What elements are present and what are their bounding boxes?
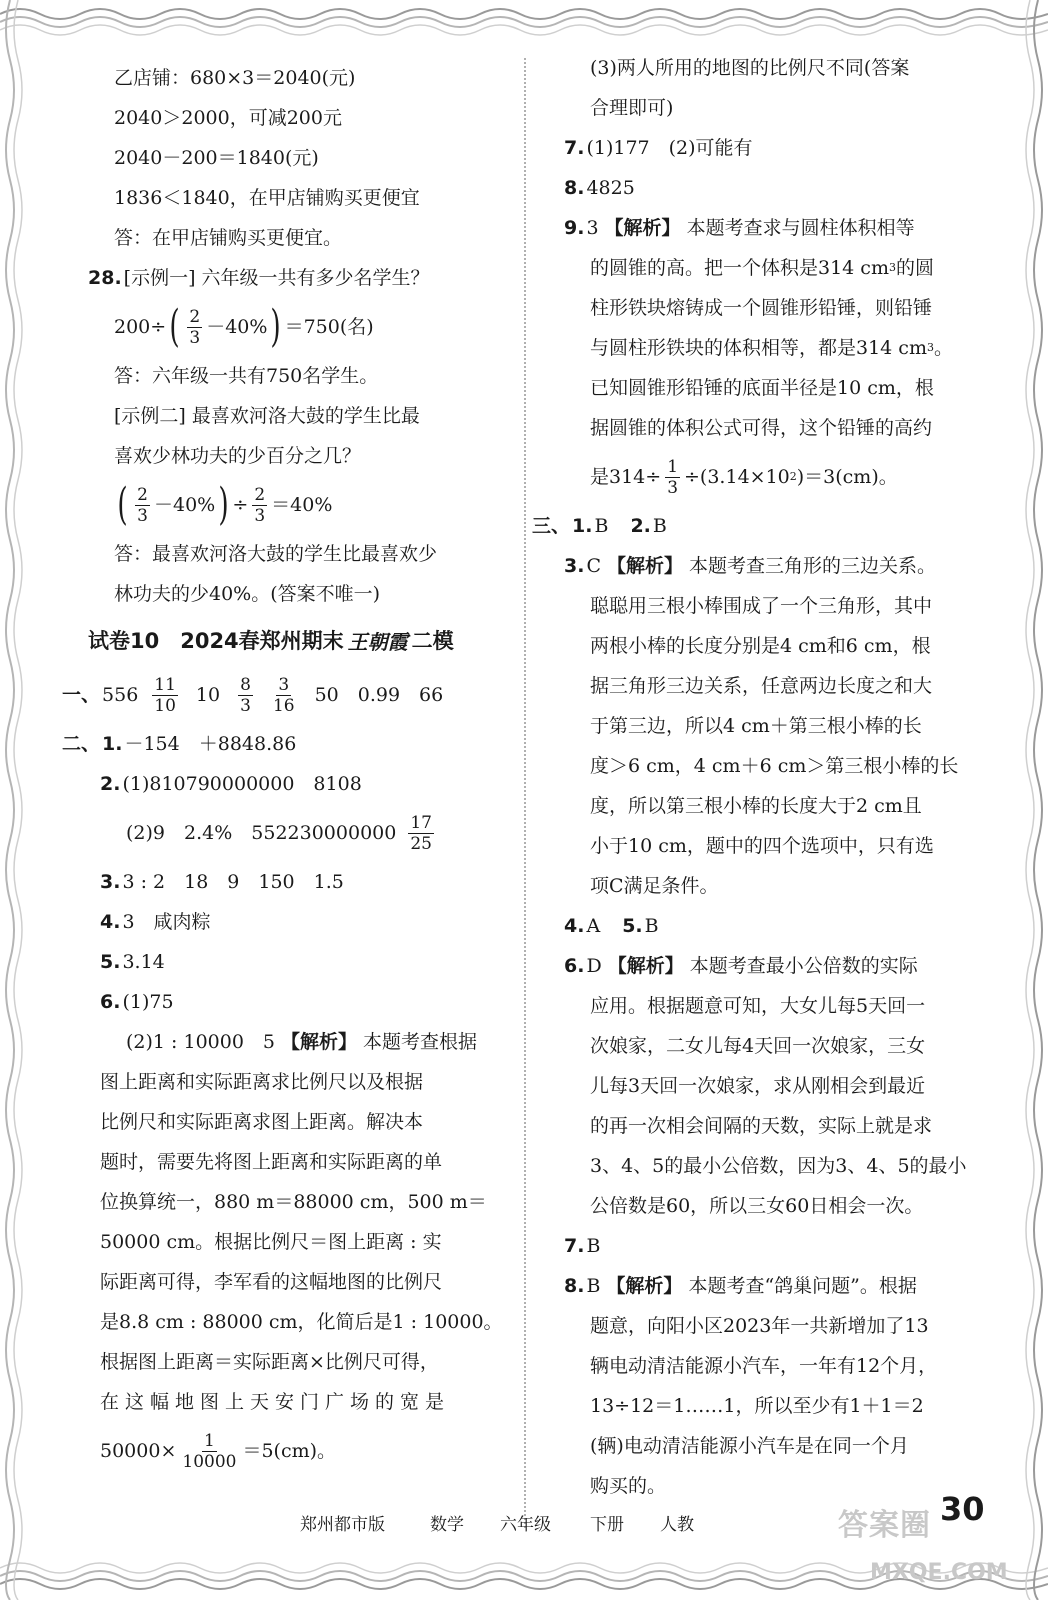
text: (辆)电动清洁能源小汽车是在同一个月 bbox=[590, 1435, 909, 1457]
text: 辆电动清洁能源小汽车，一年有12个月， bbox=[590, 1355, 938, 1377]
analysis-tag: 【解析】 bbox=[604, 217, 681, 239]
text: 图上距离和实际距离求比例尺以及根据 bbox=[100, 1071, 424, 1093]
text: 项C满足条件。 bbox=[590, 875, 719, 897]
text-line bbox=[540, 986, 980, 1026]
text: B bbox=[586, 1235, 601, 1257]
text: (1)810790000000 8108 bbox=[122, 773, 362, 795]
denominator: 25 bbox=[410, 833, 432, 854]
text-line bbox=[88, 1182, 508, 1222]
text-line bbox=[88, 218, 508, 258]
text: (1)75 bbox=[122, 991, 174, 1013]
question-8 bbox=[540, 168, 980, 208]
fraction bbox=[252, 485, 267, 526]
question-8b bbox=[540, 1266, 980, 1306]
question-number: 8. bbox=[564, 177, 585, 199]
text-line bbox=[540, 626, 980, 666]
text-line bbox=[88, 1062, 508, 1102]
section-label: 一、 bbox=[62, 684, 101, 706]
question-7 bbox=[540, 128, 980, 168]
text: 据圆锥的体积公式可得，这个铅锤的高约 bbox=[590, 417, 933, 439]
question-number: 3. bbox=[564, 555, 585, 577]
text-line bbox=[540, 48, 980, 88]
text-line bbox=[540, 328, 980, 368]
denominator: 3 bbox=[667, 477, 679, 498]
question-6 bbox=[540, 946, 980, 986]
question-3 bbox=[540, 546, 980, 586]
footer-publisher: 人教 bbox=[660, 1515, 694, 1535]
text-line bbox=[540, 746, 980, 786]
section-2-q5 bbox=[88, 942, 508, 982]
text: 题意，向阳小区2023年一共新增加了13 bbox=[590, 1315, 929, 1337]
denominator: 10000 bbox=[182, 1451, 237, 1472]
question-number: 4. bbox=[564, 915, 585, 937]
text-line bbox=[540, 248, 980, 288]
text-line bbox=[88, 1262, 508, 1302]
text-line bbox=[540, 786, 980, 826]
text: 题时，需要先将图上距离和实际距离的单 bbox=[100, 1151, 443, 1173]
text: 乙店铺：680×3＝2040(元) bbox=[114, 67, 356, 89]
right-paren: ) bbox=[218, 479, 229, 530]
text: 的圆锥的高。把一个体积是314 cm bbox=[590, 257, 889, 279]
text: －154 ＋8848.86 bbox=[124, 733, 297, 755]
text-line bbox=[540, 1386, 980, 1426]
fraction bbox=[665, 457, 680, 498]
text: 1836＜1840，在甲店铺购买更便宜 bbox=[114, 187, 420, 209]
title-text: 二模 bbox=[411, 629, 454, 653]
text-line bbox=[88, 1382, 508, 1422]
fraction bbox=[187, 307, 202, 348]
text-line bbox=[540, 1426, 980, 1466]
text-line bbox=[88, 356, 508, 396]
fraction bbox=[238, 675, 253, 716]
denominator: 3 bbox=[137, 505, 148, 526]
text-line bbox=[88, 1302, 508, 1342]
column-divider bbox=[524, 58, 526, 1528]
section-3-q1-q2 bbox=[532, 506, 980, 546]
section-2-q6 bbox=[88, 982, 508, 1022]
text: (2)1 : 10000 5 bbox=[126, 1031, 276, 1053]
section-label: 二、 bbox=[62, 733, 101, 755]
text: 556 bbox=[102, 684, 139, 706]
text-line bbox=[540, 866, 980, 906]
text-line bbox=[88, 1222, 508, 1262]
text: 本题考查最小公倍数的实际 bbox=[689, 955, 918, 977]
text: 答：在甲店铺购买更便宜。 bbox=[114, 227, 343, 249]
text-line bbox=[540, 288, 980, 328]
signature: 王朝霞 bbox=[347, 629, 408, 654]
text: ÷ bbox=[232, 494, 249, 516]
text-line bbox=[540, 666, 980, 706]
question-number: 6. bbox=[100, 991, 121, 1013]
text: 3 : 2 18 9 150 1.5 bbox=[122, 871, 344, 893]
numerator: 2 bbox=[254, 484, 266, 505]
text: 在这幅地图上天安门广场的宽是 bbox=[100, 1391, 451, 1413]
numerator: 1 bbox=[204, 1430, 215, 1451]
text-line bbox=[88, 1342, 508, 1382]
numerator: 17 bbox=[410, 812, 432, 833]
section-2-q6b bbox=[88, 1022, 508, 1062]
fraction bbox=[180, 1431, 238, 1472]
text-line bbox=[540, 368, 980, 408]
page-number: 30 bbox=[940, 1490, 985, 1528]
numerator: 2 bbox=[189, 306, 201, 327]
text-line bbox=[88, 98, 508, 138]
question-number: 4. bbox=[100, 911, 121, 933]
text: ＝5(cm)。 bbox=[242, 1440, 337, 1462]
text: 本题考查三角形的三边关系。 bbox=[689, 555, 937, 577]
question-number: 5. bbox=[100, 951, 121, 973]
text-line bbox=[540, 1066, 980, 1106]
section-2-q2 bbox=[88, 764, 508, 804]
text: 的再一次相会间隔的天数，实际上就是求 bbox=[590, 1115, 933, 1137]
question-number: 28. bbox=[88, 267, 122, 289]
left-paren: ( bbox=[117, 479, 128, 530]
text: 3 咸肉粽 bbox=[122, 911, 211, 933]
text: )＝3(cm)。 bbox=[796, 466, 898, 488]
text: 本题考查求与圆柱体积相等 bbox=[686, 217, 915, 239]
section-2-q2b bbox=[88, 804, 508, 862]
section-2-q4 bbox=[88, 902, 508, 942]
denominator: 3 bbox=[254, 505, 266, 526]
text: 本题考查“鸽巢问题”。根据 bbox=[688, 1275, 917, 1297]
equation-1 bbox=[88, 298, 508, 356]
text: 50 0.99 66 bbox=[314, 684, 444, 706]
text: 已知圆锥形铅锤的底面半径是10 cm，根 bbox=[590, 377, 934, 399]
denominator: 3 bbox=[189, 327, 201, 348]
watermark-logo: 答案圈 bbox=[838, 1508, 931, 1543]
text: 3 bbox=[586, 217, 599, 239]
text: A bbox=[586, 915, 601, 937]
title-text: 试卷10 2024春郑州期末 bbox=[88, 629, 344, 653]
text-line bbox=[540, 1146, 980, 1186]
text: B bbox=[644, 915, 659, 937]
text: D bbox=[586, 955, 602, 977]
text: B bbox=[594, 515, 609, 537]
text: 于第三边，所以4 cm＋第三根小棒的长 bbox=[590, 715, 922, 737]
text: 3、4、5的最小公倍数，因为3、4、5的最小 bbox=[590, 1155, 967, 1177]
question-number: 7. bbox=[564, 1235, 585, 1257]
right-paren: ) bbox=[270, 301, 282, 352]
text: 次娘家，二女儿每4天回一次娘家，三女 bbox=[590, 1035, 926, 1057]
superscript: 2 bbox=[789, 470, 797, 483]
analysis-tag: 【解析】 bbox=[281, 1031, 358, 1053]
text: 答：最喜欢河洛大鼓的学生比最喜欢少 bbox=[114, 543, 438, 565]
text: 2040＞2000，可减200元 bbox=[114, 107, 342, 129]
question-number: 2. bbox=[630, 515, 651, 537]
text: 际距离可得，李军看的这幅地图的比例尺 bbox=[100, 1271, 443, 1293]
text: 应用。根据题意可知，大女儿每5天回一 bbox=[590, 995, 926, 1017]
text-line bbox=[540, 826, 980, 866]
numerator: 1 bbox=[667, 456, 679, 477]
denominator: 16 bbox=[272, 695, 295, 716]
text: 小于10 cm，题中的四个选项中，只有选 bbox=[590, 835, 934, 857]
text: 50000× bbox=[100, 1440, 177, 1462]
text-line bbox=[540, 1346, 980, 1386]
text: 2040－200＝1840(元) bbox=[114, 147, 319, 169]
text: ÷(3.14×10 bbox=[684, 466, 790, 488]
text: 4825 bbox=[586, 177, 635, 199]
text: ＝40% bbox=[271, 494, 333, 516]
text: 聪聪用三根小棒围成了一个三角形，其中 bbox=[590, 595, 933, 617]
section-2-q1 bbox=[62, 724, 508, 764]
section-1-answers bbox=[62, 666, 508, 724]
text: [示例一] 六年级一共有多少名学生？ bbox=[123, 267, 430, 289]
fraction bbox=[135, 485, 150, 526]
text: 度＞6 cm，4 cm＋6 cm＞第三根小棒的长 bbox=[590, 755, 959, 777]
text: 的圆 bbox=[895, 257, 934, 279]
numerator: 11 bbox=[154, 674, 176, 695]
text: 答：六年级一共有750名学生。 bbox=[114, 365, 379, 387]
text-line bbox=[88, 178, 508, 218]
text: B bbox=[652, 515, 667, 537]
text: B bbox=[586, 1275, 601, 1297]
text-line bbox=[88, 58, 508, 98]
text: 喜欢少林功夫的少百分之几？ bbox=[114, 445, 362, 467]
analysis-tag: 【解析】 bbox=[606, 1275, 683, 1297]
superscript: 3 bbox=[926, 341, 934, 354]
text: C bbox=[586, 555, 601, 577]
denominator: 3 bbox=[240, 695, 251, 716]
footer-subject: 数学 bbox=[430, 1515, 464, 1535]
decorative-border-left bbox=[0, 0, 40, 1600]
watermark-url: MXQE.COM bbox=[870, 1560, 1008, 1585]
equation-3 bbox=[88, 1422, 508, 1480]
text: －40% bbox=[154, 494, 216, 516]
text-line bbox=[540, 408, 980, 448]
text: 度，所以第三根小棒的长度大于2 cm且 bbox=[590, 795, 922, 817]
text: 林功夫的少40%。(答案不唯一) bbox=[114, 583, 381, 605]
fraction bbox=[271, 675, 297, 716]
text: 200÷ bbox=[114, 316, 167, 338]
numerator: 8 bbox=[240, 674, 251, 695]
fraction bbox=[408, 813, 434, 854]
text: 13÷12＝1……1，所以至少有1＋1＝2 bbox=[590, 1395, 924, 1417]
text: 3.14 bbox=[122, 951, 165, 973]
text-line bbox=[540, 706, 980, 746]
question-7b bbox=[540, 1226, 980, 1266]
text: 比例尺和实际距离求图上距离。解决本 bbox=[100, 1111, 424, 1133]
decorative-border-top bbox=[0, 0, 1048, 42]
text-line bbox=[88, 138, 508, 178]
text: 50000 cm。根据比例尺＝图上距离 : 实 bbox=[100, 1231, 442, 1253]
fraction bbox=[152, 675, 178, 716]
question-number: 3. bbox=[100, 871, 121, 893]
equation-4 bbox=[540, 448, 980, 506]
text: 是8.8 cm : 88000 cm，化简后是1 : 10000。 bbox=[100, 1311, 503, 1333]
left-column bbox=[62, 58, 508, 1480]
question-number: 7. bbox=[564, 137, 585, 159]
text-line bbox=[540, 586, 980, 626]
text: 购买的。 bbox=[590, 1475, 667, 1497]
numerator: 3 bbox=[278, 674, 290, 695]
text-line bbox=[88, 1142, 508, 1182]
text: (3)两人所用的地图的比例尺不同(答案 bbox=[590, 57, 910, 79]
text: 与圆柱形铁块的体积相等，都是314 cm bbox=[590, 337, 927, 359]
text: (1)177 (2)可能有 bbox=[586, 137, 753, 159]
section-title bbox=[88, 614, 508, 666]
right-column bbox=[532, 48, 980, 1506]
text: 根据图上距离＝实际距离×比例尺可得， bbox=[100, 1351, 439, 1373]
text-line bbox=[88, 534, 508, 574]
numerator: 2 bbox=[137, 484, 148, 505]
text-line bbox=[540, 1106, 980, 1146]
text: 是314÷ bbox=[590, 466, 662, 488]
question-9 bbox=[540, 208, 980, 248]
analysis-tag: 【解析】 bbox=[607, 555, 684, 577]
section-2-q3 bbox=[88, 862, 508, 902]
text-line bbox=[540, 1026, 980, 1066]
text: 本题考查根据 bbox=[363, 1031, 478, 1053]
text: (2)9 2.4% 552230000000 bbox=[126, 822, 397, 844]
question-number: 8. bbox=[564, 1275, 585, 1297]
question-4-5 bbox=[540, 906, 980, 946]
decorative-border-right bbox=[1008, 0, 1048, 1600]
question-number: 6. bbox=[564, 955, 585, 977]
text: ＝750(名) bbox=[284, 316, 374, 338]
text: 位换算统一，880 m＝88000 cm，500 m＝ bbox=[100, 1191, 487, 1213]
equation-2 bbox=[88, 476, 508, 534]
text-line bbox=[540, 88, 980, 128]
text: 据三角形三边关系，任意两边长度之和大 bbox=[590, 675, 933, 697]
question-28 bbox=[88, 258, 508, 298]
section-label: 三、 bbox=[532, 515, 571, 537]
question-number: 2. bbox=[100, 773, 121, 795]
analysis-tag: 【解析】 bbox=[607, 955, 684, 977]
text-line bbox=[88, 396, 508, 436]
question-number: 1. bbox=[572, 515, 593, 537]
period: 。 bbox=[933, 337, 953, 359]
left-paren: ( bbox=[169, 301, 180, 352]
text: 合理即可) bbox=[590, 97, 674, 119]
text: 儿每3天回一次娘家，求从刚相会到最近 bbox=[590, 1075, 926, 1097]
question-number: 5. bbox=[622, 915, 643, 937]
text-line bbox=[88, 1102, 508, 1142]
superscript: 3 bbox=[888, 261, 896, 274]
text: 柱形铁块熔铸成一个圆锥形铅锤，则铅锤 bbox=[590, 297, 933, 319]
text: 两根小棒的长度分别是4 cm和6 cm，根 bbox=[590, 635, 931, 657]
question-number: 1. bbox=[102, 733, 123, 755]
footer-volume: 下册 bbox=[590, 1515, 624, 1535]
text-line bbox=[88, 436, 508, 476]
text: －40% bbox=[206, 316, 268, 338]
denominator: 10 bbox=[154, 695, 176, 716]
footer-edition: 郑州都市版 bbox=[300, 1515, 385, 1535]
text: [示例二] 最喜欢河洛大鼓的学生比最 bbox=[114, 405, 420, 427]
text: 公倍数是60，所以三女60日相会一次。 bbox=[590, 1195, 924, 1217]
text-line bbox=[540, 1186, 980, 1226]
question-number: 9. bbox=[564, 217, 585, 239]
footer-grade: 六年级 bbox=[500, 1515, 551, 1535]
text-line bbox=[88, 574, 508, 614]
text: 10 bbox=[195, 684, 221, 706]
text-line bbox=[540, 1306, 980, 1346]
